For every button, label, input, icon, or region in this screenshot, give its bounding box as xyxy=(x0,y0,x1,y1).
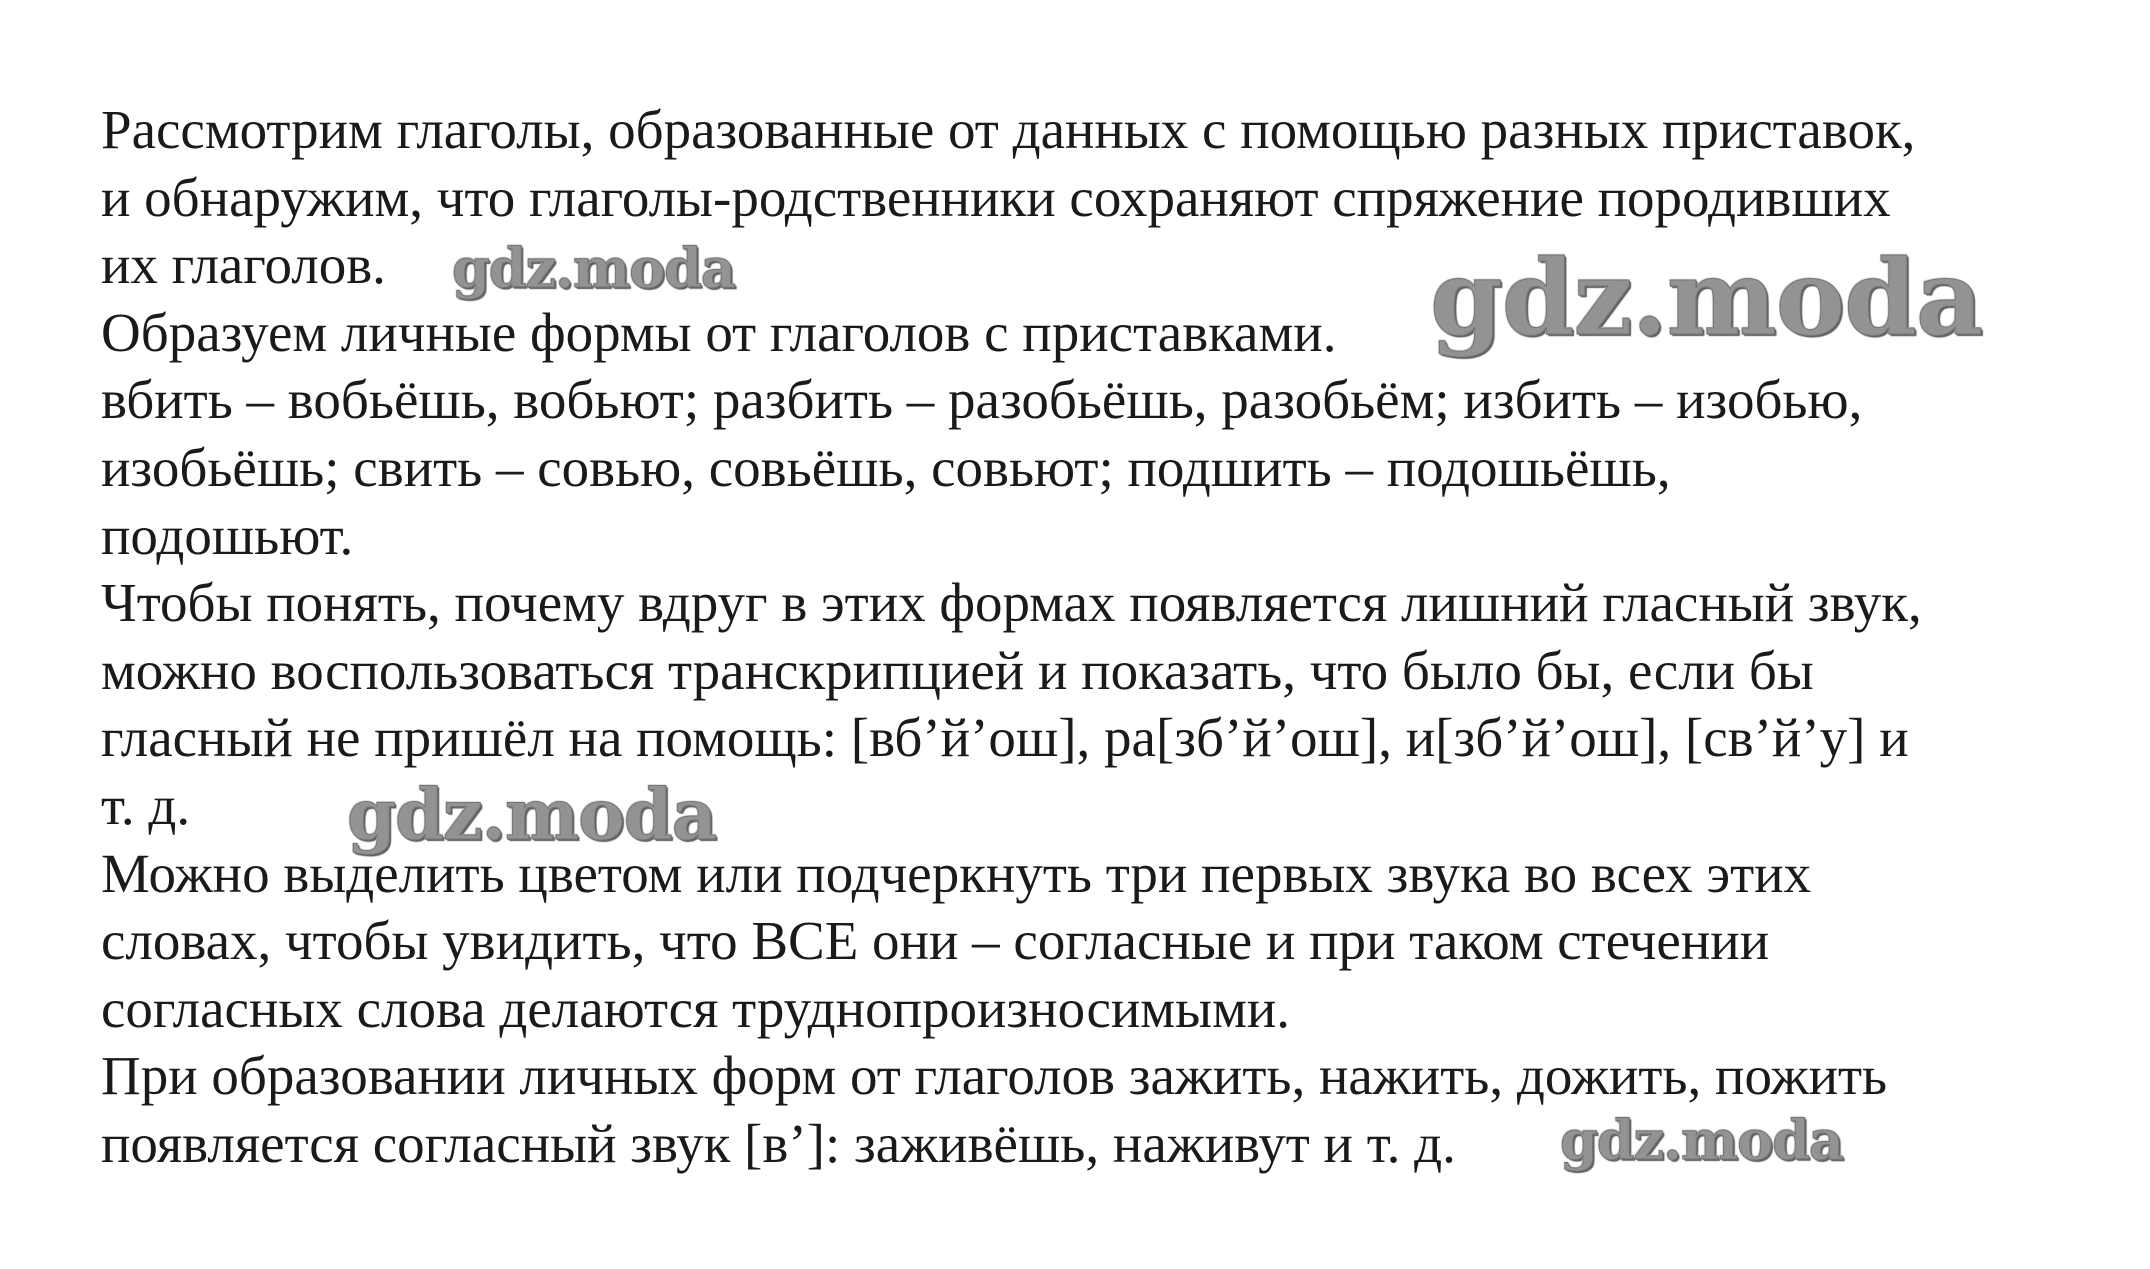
watermark-small-top: gdz.moda xyxy=(452,236,735,300)
watermark-large: gdz.moda xyxy=(1430,236,1983,359)
text-line: можно воспользоваться транскрипцией и показать, что было бы, если бы xyxy=(101,639,1814,701)
text-line: изобьёшь; свить – совью, совьёшь, совьют; подшить – подошьёшь, xyxy=(101,436,1671,498)
text-line: подошьют. xyxy=(101,504,354,566)
text-line: Образуем личные формы от глаголов с приставками. xyxy=(101,301,1337,363)
watermark-middle: gdz.moda xyxy=(347,773,717,856)
text-line: вбить – вобьёшь, вобьют; разбить – разобьёшь, разобьём; избить – изобью, xyxy=(101,369,1863,431)
text-line: гласный не пришёл на помощь: [вб’й’ош], ра[зб’й’ош], и[зб’й’ош], [св’й’у] и xyxy=(101,707,1909,769)
text-line: и обнаружим, что глаголы-родственники сохраняют спряжение породивших xyxy=(101,166,1891,228)
text-line: Рассмотрим глаголы, образованные от данных с помощью разных приставок, xyxy=(101,99,1916,160)
text-line: согласных слова делаются труднопроизносимыми. xyxy=(101,977,1291,1039)
text-line: т. д. xyxy=(101,774,191,836)
text-line: словах, чтобы увидить, что ВСЕ они – согласные и при таком стечении xyxy=(101,910,1770,972)
text-line: При образовании личных форм от глаголов зажить, нажить, дожить, пожить xyxy=(101,1045,1888,1107)
text-line: их глаголов. xyxy=(101,234,386,296)
text-line: появляется согласный звук [в’]: заживёшь, наживут и т. д. xyxy=(101,1112,1456,1174)
watermark-bottom: gdz.moda xyxy=(1560,1108,1843,1172)
text-line: Можно выделить цветом или подчеркнуть три первых звука во всех этих xyxy=(101,842,1812,904)
text-line: Чтобы понять, почему вдруг в этих формах появляется лишний гласный звук, xyxy=(101,572,1922,634)
